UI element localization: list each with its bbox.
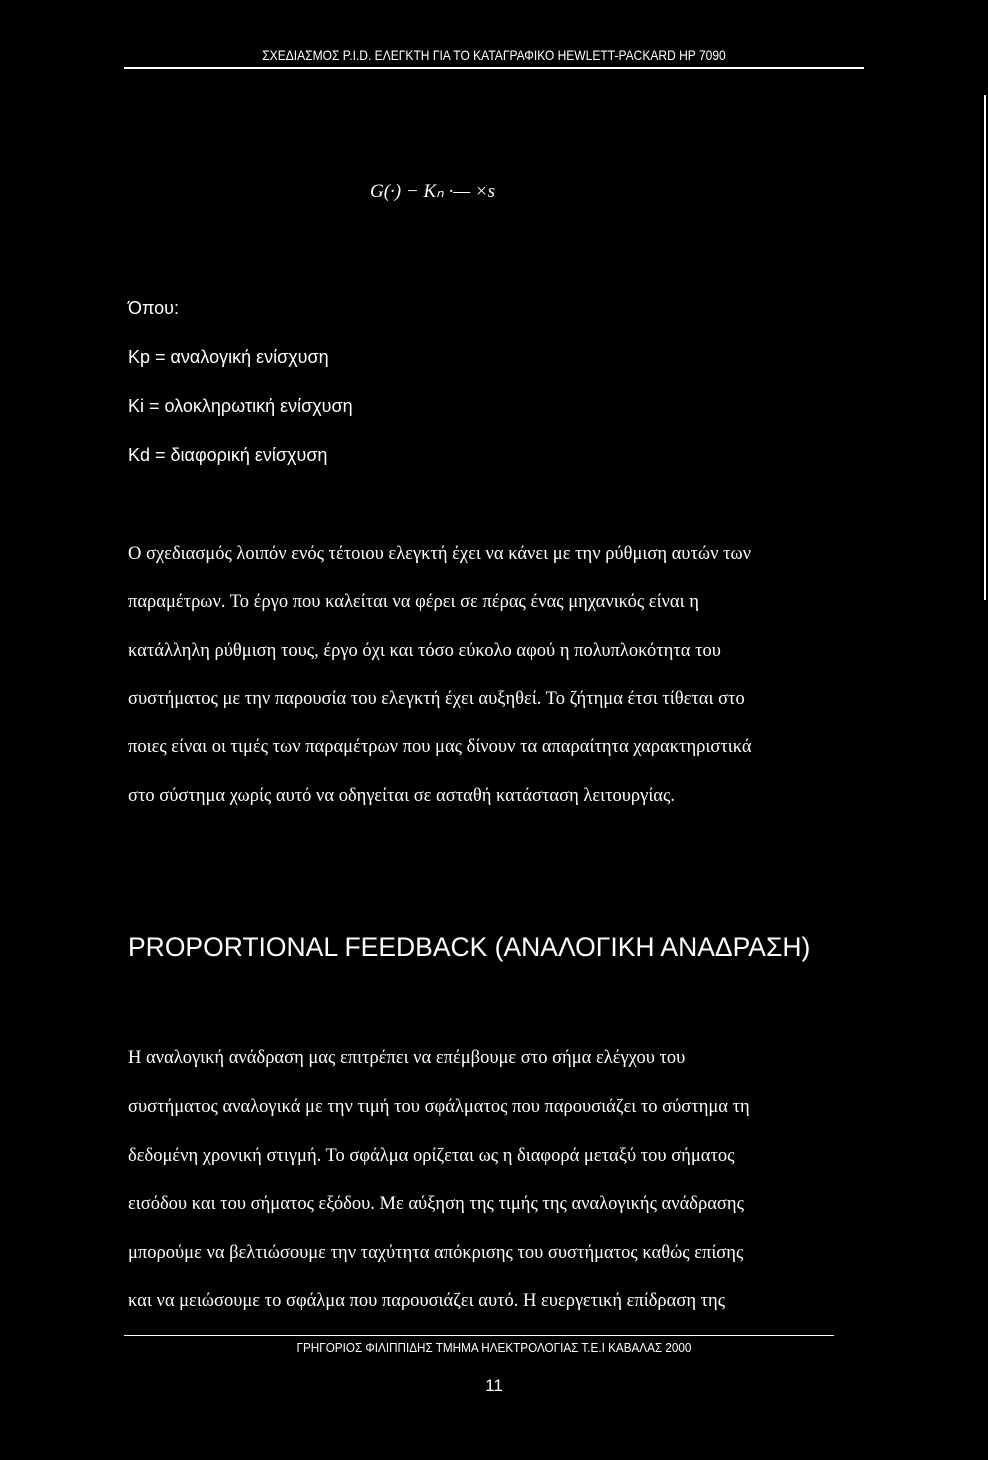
running-footer: ΓΡΗΓΟΡΙΟΣ ΦΙΛΙΠΠΙΔΗΣ ΤΜΗΜΑ ΗΛΕΚΤΡΟΛΟΓΙΑΣ Τ.Ε.Ι ΚΑΒΑΛΑΣ 2000 <box>296 1340 692 1355</box>
footer-rule <box>124 1335 834 1336</box>
definition-kp: Kp = αναλογική ενίσχυση <box>128 347 329 367</box>
paragraph-line: εισόδου και του σήματος εξόδου. Με αύξηση της τιμής της αναλογικής ανάδρασης <box>128 1194 744 1214</box>
paragraph-line: συστήματος με την παρουσία του ελεγκτή έχει αυξηθεί. Το ζήτημα έτσι τίθεται στο <box>128 689 745 709</box>
paragraph-line: Ο σχεδιασμός λοιπόν ενός τέτοιου ελεγκτή έχει να κάνει με την ρύθμιση αυτών των <box>128 544 752 564</box>
definition-ki: Ki = ολοκληρωτική ενίσχυση <box>128 396 353 416</box>
paragraph-line: κατάλληλη ρύθμιση τους, έργο όχι και τόσο εύκολο αφού η πολυπλοκότητα του <box>128 641 721 661</box>
paragraph-line: στο σύστημα χωρίς αυτό να οδηγείται σε ασταθή κατάσταση λειτουργίας. <box>128 786 675 806</box>
definition-kd: Kd = διαφορική ενίσχυση <box>128 445 328 465</box>
paragraph-line: παραμέτρων. Το έργο που καλείται να φέρει σε πέρας ένας μηχανικός είναι η <box>128 592 699 612</box>
where-label: Όπου: <box>128 298 179 318</box>
section-heading: PROPORTIONAL FEEDBACK (ΑΝΑΛΟΓΙΚΗ ΑΝΑΔΡΑΣΗ) <box>128 932 811 962</box>
header-rule <box>124 67 864 69</box>
paragraph-line: δεδομένη χρονική στιγμή. Το σφάλμα ορίζεται ως η διαφορά μεταξύ του σήματος <box>128 1146 735 1166</box>
running-header: ΣΧΕΔΙΑΣΜΟΣ P.I.D. ΕΛΕΓΚΤΗ ΓΙΑ ΤΟ ΚΑΤΑΓΡΑΦΙΚΟ HEWLETT-PACKARD HP 7090 <box>262 47 726 63</box>
pid-formula: G(·) − Kₙ ·— ×s <box>370 181 496 202</box>
paragraph-line: συστήματος αναλογικά με την τιμή του σφάλματος που παρουσιάζει το σύστημα τη <box>128 1097 750 1117</box>
margin-line <box>984 95 986 600</box>
paragraph-line: Η αναλογική ανάδραση μας επιτρέπει να επέμβουμε στο σήμα ελέγχου του <box>128 1048 686 1068</box>
paragraph-line: και να μειώσουμε το σφάλμα που παρουσιάζει αυτό. Η ευεργετική επίδραση της <box>128 1291 726 1311</box>
paragraph-line: ποιες είναι οι τιμές των παραμέτρων που μας δίνουν τα απαραίτητα χαρακτηριστικά <box>128 737 752 757</box>
page-number: 11 <box>485 1376 503 1395</box>
paragraph-line: μπορούμε να βελτιώσουμε την ταχύτητα απόκρισης του συστήματος καθώς επίσης <box>128 1243 744 1263</box>
